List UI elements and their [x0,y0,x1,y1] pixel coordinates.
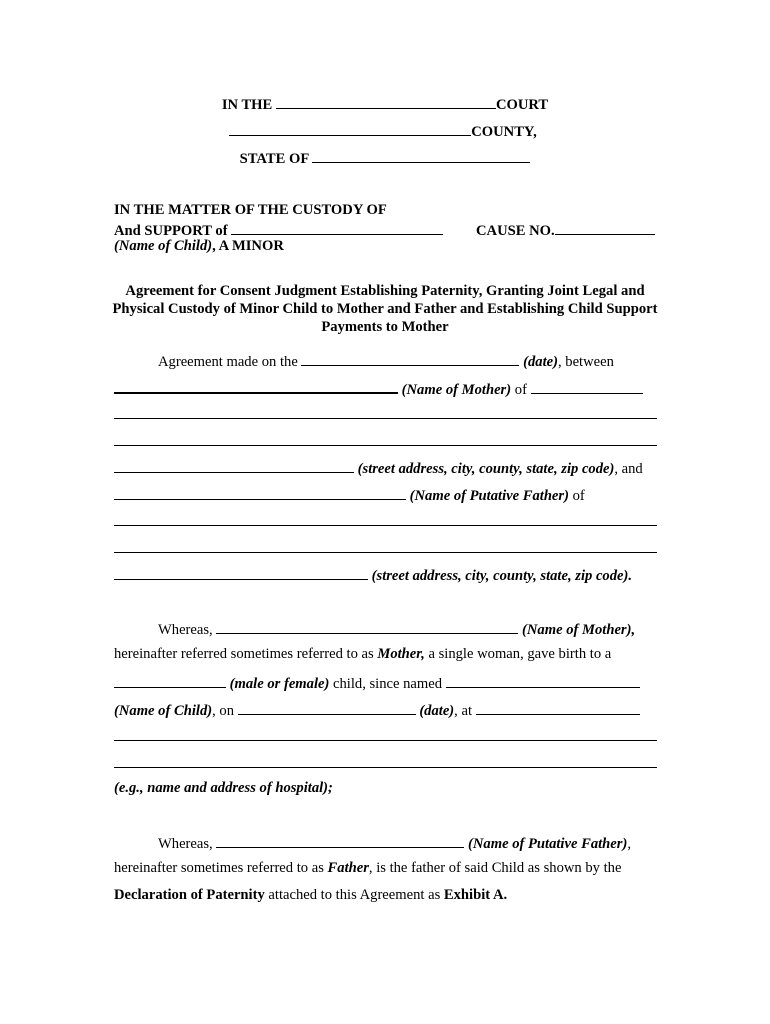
father-name-blank [216,833,464,848]
a-minor-label: , A MINOR [212,238,284,254]
agreement-made-text: Agreement made on the [158,353,298,370]
court-line [0,94,770,114]
court-name-blank [276,94,496,109]
child-name-blank [231,220,443,235]
whereas-2-line-1 [158,833,631,853]
name-of-mother-label: (Name of Mother) [401,381,512,398]
agreement-line-4 [114,485,585,505]
mother-address-blank [531,379,643,394]
street-address-label: (street address, city, county, state, zip code) [357,460,615,477]
hereinafter-text: hereinafter referred sometimes referred to as [114,646,374,662]
state-line [0,148,770,168]
name-of-mother-label: (Name of Mother), [522,621,636,638]
is-the-father-text: , is the father of said Child as shown by the [368,860,622,876]
between-text: , between [557,353,614,370]
county-label: COUNTY, [471,123,537,140]
cause-no-blank [555,220,655,235]
whereas-2-line-3 [114,887,507,904]
in-the-label: IN THE [221,96,273,113]
gender-blank [114,673,226,688]
mother-street-blank [114,458,354,473]
attached-text: attached to this Agreement as [268,887,441,903]
exhibit-a-term: Exhibit A. [443,887,508,903]
blank-line [114,740,657,741]
child-since-named-text: child, since named [333,675,443,692]
street-address-label: (street address, city, county, state, zip code). [371,567,632,584]
date-label: (date) [419,702,455,719]
county-name-blank [229,121,471,136]
of-text: of [572,487,585,504]
at-text: , at [454,702,473,719]
father-street-blank [114,565,368,580]
matter-line-3 [114,238,284,255]
whereas-1-line-1 [158,619,635,639]
date-label: (date) [523,353,558,370]
whereas-text: Whereas, [158,621,213,638]
father-name-blank [114,485,406,500]
whereas-2-line-2 [114,860,621,877]
county-line [0,121,768,141]
blank-line [114,552,657,553]
agreement-line-5 [114,565,632,585]
mother-name-blank [216,619,518,634]
whereas-1-line-2 [114,646,611,663]
and-text: , and [614,460,643,477]
birth-place-blank [476,700,640,715]
blank-line [114,525,657,526]
whereas-1-line-3 [114,673,640,693]
of-text: of [514,381,527,398]
name-of-putative-father-label: (Name of Putative Father) [468,835,628,852]
blank-line [114,445,657,446]
cause-no-line [476,220,655,240]
hereinafter-text: hereinafter sometimes referred to as [114,860,324,876]
name-of-child-label: (Name of Child) [114,238,213,254]
name-of-child-label: (Name of Child) [114,702,213,719]
state-name-blank [312,148,530,163]
mother-term: Mother, [377,646,425,662]
whereas-text: Whereas, [158,835,213,852]
gave-birth-text: a single woman, gave birth to a [428,646,612,662]
birth-date-blank [238,700,416,715]
agreement-date-blank [301,351,519,366]
name-of-putative-father-label: (Name of Putative Father) [409,487,569,504]
matter-line-1: IN THE MATTER OF THE CUSTODY OF [114,202,387,218]
blank-line [114,767,657,768]
comma-text: , [627,835,631,852]
agreement-line-2 [114,378,643,399]
document-title: Agreement for Consent Judgment Establishing Paternity, Granting Joint Legal and Physical Custody of Minor Child to Mother and Father and Establishing Child Support Payments to Mother [112,283,658,335]
mother-name-blank [114,378,398,394]
cause-no-label: CAUSE NO. [476,222,555,239]
matter-line-2 [114,220,443,240]
blank-line [114,418,657,419]
child-name-blank [446,673,640,688]
declaration-of-paternity-term: Declaration of Paternity [114,887,265,903]
father-term: Father [327,860,369,876]
agreement-line-1 [158,351,614,371]
state-of-label: STATE OF [239,150,309,167]
court-label: COURT [495,96,549,113]
agreement-line-3 [114,458,643,478]
male-or-female-label: (male or female) [229,675,330,692]
hospital-note: (e.g., name and address of hospital); [114,780,333,796]
on-text: , on [212,702,234,719]
whereas-1-line-4 [114,700,640,720]
and-support-of-label: And SUPPORT of [114,222,228,239]
